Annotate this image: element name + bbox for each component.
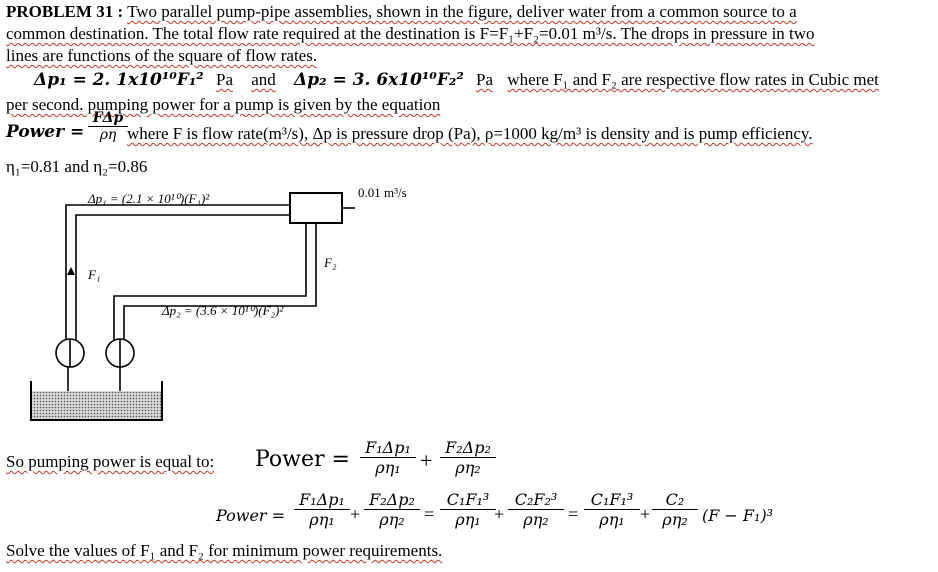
cubic-term3-den: ρη₁	[599, 510, 625, 529]
cubic-term1	[440, 490, 496, 529]
flow-rate-label: 0.01 m³/s	[358, 185, 407, 200]
final-instruction: Solve the values of F₁ and F₂ for minimum power requirements.	[6, 541, 443, 560]
problem-title: PROBLEM 31 :	[6, 2, 124, 21]
source-tank	[31, 381, 162, 420]
equals-1: =	[424, 504, 435, 524]
term2-numerator: F₂Δp₂	[440, 438, 496, 458]
term2-numerator-2: F₂Δp₂	[364, 490, 420, 510]
dp2-figure-label: Δp₂ = (3.6 × 10¹⁰)(F₂)²	[162, 303, 284, 318]
power-fraction	[88, 110, 128, 143]
cubic-term4	[652, 490, 698, 529]
f1-label: F₁	[88, 267, 101, 282]
term2-fraction	[440, 438, 496, 477]
plus-4: +	[640, 504, 651, 524]
plus-3: +	[494, 504, 505, 524]
problem-text-4: where F₁ and F₂ are respective flow rates in Cubic met	[507, 70, 879, 89]
efficiency-line	[6, 157, 147, 177]
pipe-line-2	[114, 223, 316, 340]
cubic-term2-num: C₂F₂³	[508, 490, 564, 510]
dp2-equation: Δp₂ = 3. 6x10¹⁰F₂²	[294, 70, 464, 90]
problem-text-3: lines are functions of the square of flow rates.	[6, 46, 318, 65]
cubic-term1-den: ρη₁	[455, 510, 481, 529]
problem-text-5: per second. pumping power for a pump is given by the equation	[6, 95, 441, 114]
solution-intro: So pumping power is equal to:	[6, 452, 215, 471]
plus-sign: +	[420, 448, 433, 473]
term1-fraction	[360, 438, 416, 477]
f2-label: F₂	[324, 255, 337, 270]
cubic-term3-num: C₁F₁³	[584, 490, 640, 510]
problem-text-2: common destination. The total flow rate required at the destination is F=F₁+F₂=0.01 m³/s. The drops in pressure in two	[6, 24, 815, 43]
term1-denominator-2: ρη₁	[309, 510, 335, 529]
plus-2: +	[350, 504, 361, 524]
dp1-equation: Δp₁ = 2. 1x10¹⁰F₁²	[34, 70, 204, 90]
equals-2: =	[568, 504, 579, 524]
pump-1-icon	[56, 339, 84, 367]
flow-arrow-icon	[67, 267, 75, 275]
efficiency-values: η₁=0.81 and η₂=0.86	[6, 157, 148, 176]
unit-pa-2: Pa	[476, 70, 494, 89]
power-formula-label	[6, 122, 84, 142]
dp1-figure-label: Δp₁ = (2.1 × 10¹⁰)(F₁)²	[88, 191, 210, 206]
problem-line-5	[6, 95, 440, 115]
power-denominator: ρη	[99, 127, 117, 143]
problem-line-3	[6, 46, 317, 66]
cubic-term2-den: ρη₂	[523, 510, 549, 529]
cubic-term1-num: C₁F₁³	[440, 490, 496, 510]
term1-fraction-2	[294, 490, 350, 529]
term2-denominator: ρη₂	[455, 458, 481, 477]
power-label-2: Power =	[216, 506, 286, 525]
cubic-term3	[584, 490, 640, 529]
term1-denominator: ρη₁	[375, 458, 401, 477]
power-label: Power =	[6, 122, 85, 142]
power-description: where F is flow rate(m³/s), Δp is pressure drop (Pa), ρ=1000 kg/m³ is density and is pump efficiency.	[127, 124, 813, 143]
problem-text-1: Two parallel pump-pipe assemblies, shown in the figure, deliver water from a common source to a	[127, 2, 797, 21]
unit-pa-1: Pa	[216, 70, 233, 89]
power-word-large: Power =	[255, 447, 350, 472]
pump-2-icon	[106, 339, 134, 367]
term1-numerator-2: F₁Δp₁	[294, 490, 350, 510]
cubic-term4-num: C₂	[652, 490, 698, 510]
destination-box	[290, 193, 342, 223]
problem-line-2	[6, 24, 815, 44]
cubic-term2	[508, 490, 564, 529]
term1-numerator: F₁Δp₁	[360, 438, 416, 458]
and-word: and	[251, 70, 276, 89]
problem-line-1	[6, 2, 797, 22]
pump-pipe-figure	[0, 175, 520, 445]
term2-denominator-2: ρη₂	[379, 510, 405, 529]
term2-fraction-2	[364, 490, 420, 529]
pressure-drop-equations	[34, 70, 879, 90]
cubic-tail: (F − F₁)³	[702, 506, 774, 525]
power-numerator: FΔp	[88, 110, 128, 127]
cubic-term4-den: ρη₂	[662, 510, 688, 529]
